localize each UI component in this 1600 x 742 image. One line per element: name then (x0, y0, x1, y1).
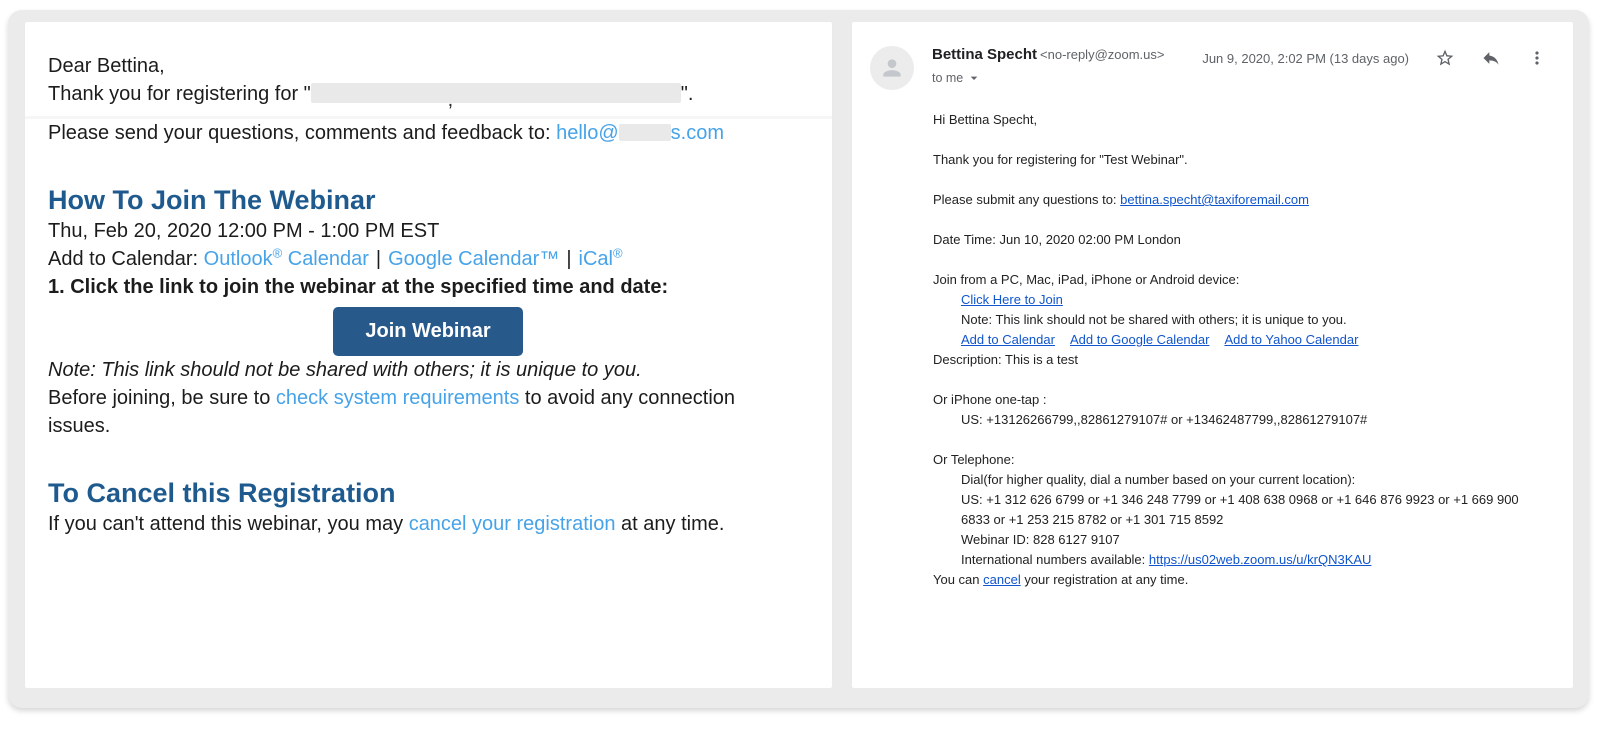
cancel-heading: To Cancel this Registration (48, 478, 396, 508)
feedback-email-start: hello@ (556, 122, 619, 144)
more-options-button[interactable] (1527, 48, 1547, 68)
system-requirements-line (48, 384, 778, 440)
calendar-label: Add to Calendar: (48, 248, 204, 270)
thanks-prefix: Thank you for registering for " (48, 83, 311, 105)
us-dial-numbers: US: +1 312 626 6799 or +1 346 248 7799 or +1 408 638 0968 or +1 646 876 9923 or +1 669 900 6833 or +1 253 215 8782 or +1 301 715 8592 (961, 492, 1519, 527)
check-system-requirements-link[interactable]: check system requirements (275, 387, 520, 409)
click-here-to-join-link[interactable]: Click Here to Join (961, 292, 1063, 307)
gmail-cancel-suffix: your registration at any time. (1020, 572, 1189, 587)
gmail-thanks: Thank you for registering for "Test Webinar". (933, 152, 1188, 167)
webinar-datetime: Thu, Feb 20, 2020 12:00 PM - 1:00 PM EST (48, 220, 440, 242)
dial-instruction: Dial(for higher quality, dial a number based on your current location): (961, 472, 1356, 487)
international-numbers-line (933, 550, 1533, 570)
button-row (48, 307, 808, 356)
gmail-message-header (852, 22, 1573, 90)
redacted-webinar-title (311, 83, 681, 111)
feedback-prefix: Please send your questions, comments and feedback to: (48, 122, 557, 144)
cancel-line (48, 510, 808, 538)
thanks-suffix: ". (680, 83, 694, 105)
add-to-calendar-line (48, 245, 808, 273)
more-vert-icon (1527, 48, 1547, 68)
link-separator: | (566, 248, 572, 270)
branded-email-panel (25, 22, 832, 688)
gmail-greeting: Hi Bettina Specht, (933, 112, 1038, 127)
feedback-email-link[interactable] (556, 122, 724, 144)
feedback-line (48, 119, 808, 147)
gmail-message-body (852, 90, 1573, 590)
sender-avatar (870, 46, 914, 90)
intl-prefix: International numbers available: (961, 552, 1149, 567)
feedback-email-end: s.com (670, 122, 724, 144)
outlook-calendar-link[interactable] (203, 245, 369, 270)
international-numbers-link[interactable]: https://us02web.zoom.us/u/krQN3KAU (1148, 552, 1372, 567)
ical-text: iCal (578, 248, 613, 270)
telephone-heading: Or Telephone: (933, 452, 1015, 467)
join-webinar-button[interactable]: Join Webinar (333, 307, 522, 356)
outlook-text: Outlook (203, 248, 273, 270)
sender-email: <no-reply@zoom.us> (1040, 47, 1165, 62)
star-button[interactable] (1435, 48, 1455, 68)
outlook-reg-mark: ® (272, 245, 283, 261)
outlook-rest: Calendar (282, 248, 369, 270)
add-to-yahoo-calendar-link[interactable]: Add to Yahoo Calendar (1224, 332, 1359, 347)
webinar-id-line: Webinar ID: 828 6127 9107 (961, 532, 1120, 547)
reply-icon (1481, 48, 1501, 68)
sender-line (932, 46, 1202, 64)
add-to-google-calendar-link[interactable]: Add to Google Calendar (1069, 332, 1210, 347)
step1-instruction: 1. Click the link to join the webinar at the specified time and date: (48, 276, 669, 298)
to-me-dropdown[interactable] (932, 70, 982, 86)
gmail-cancel-line (933, 570, 1533, 590)
sender-block (932, 46, 1202, 86)
unique-link-note: Note: This link should not be shared with others; it is unique to you. (48, 359, 642, 381)
gmail-note-line: Note: This link should not be shared with others; it is unique to you. (961, 312, 1347, 327)
message-meta (1202, 46, 1547, 68)
chevron-down-icon (966, 70, 982, 86)
ical-link[interactable] (578, 245, 623, 270)
redacted-email-domain (619, 124, 671, 141)
calendar-links-line (933, 330, 1533, 350)
star-icon (1435, 48, 1455, 68)
gmail-panel (852, 22, 1573, 688)
google-calendar-link[interactable]: Google Calendar™ (388, 248, 560, 270)
redaction-artifact: , (447, 89, 454, 111)
reply-button[interactable] (1481, 48, 1501, 68)
join-heading: How To Join The Webinar (48, 185, 376, 215)
before-suffix: to avoid any connection issues. (48, 387, 736, 437)
greeting-text: Dear Bettina, (48, 55, 165, 77)
description-line: Description: This is a test (933, 352, 1078, 367)
cancel-suffix: at any time. (615, 513, 725, 535)
iphone-one-tap-heading: Or iPhone one-tap : (933, 392, 1047, 407)
before-prefix: Before joining, be sure to (48, 387, 276, 409)
ical-reg-mark: ® (612, 245, 623, 261)
gmail-cancel-link[interactable]: cancel (983, 572, 1021, 587)
gmail-datetime: Date Time: Jun 10, 2020 02:00 PM London (933, 232, 1181, 247)
message-date: Jun 9, 2020, 2:02 PM (13 days ago) (1202, 50, 1409, 66)
gmail-cancel-prefix: You can (933, 572, 984, 587)
person-icon (879, 55, 905, 81)
questions-email-link[interactable]: bettina.specht@taxiforemail.com (1120, 192, 1309, 207)
add-to-calendar-link[interactable]: Add to Calendar (961, 332, 1055, 347)
cancel-prefix: If you can't attend this webinar, you may (48, 513, 409, 535)
click-here-line (933, 290, 1533, 310)
questions-prefix: Please submit any questions to: (933, 192, 1121, 207)
cancel-registration-link[interactable]: cancel your registration (408, 513, 616, 535)
join-from-line: Join from a PC, Mac, iPad, iPhone or Android device: (933, 272, 1240, 287)
iphone-one-tap-numbers: US: +13126266799,,82861279107# or +13462487799,,82861279107# (961, 412, 1368, 427)
link-separator: | (375, 248, 382, 270)
sender-name: Bettina Specht (932, 46, 1038, 63)
gmail-questions-line (933, 190, 1533, 210)
to-me-label: to me (932, 71, 964, 85)
thanks-line (48, 80, 808, 111)
gray-frame (8, 10, 1589, 708)
